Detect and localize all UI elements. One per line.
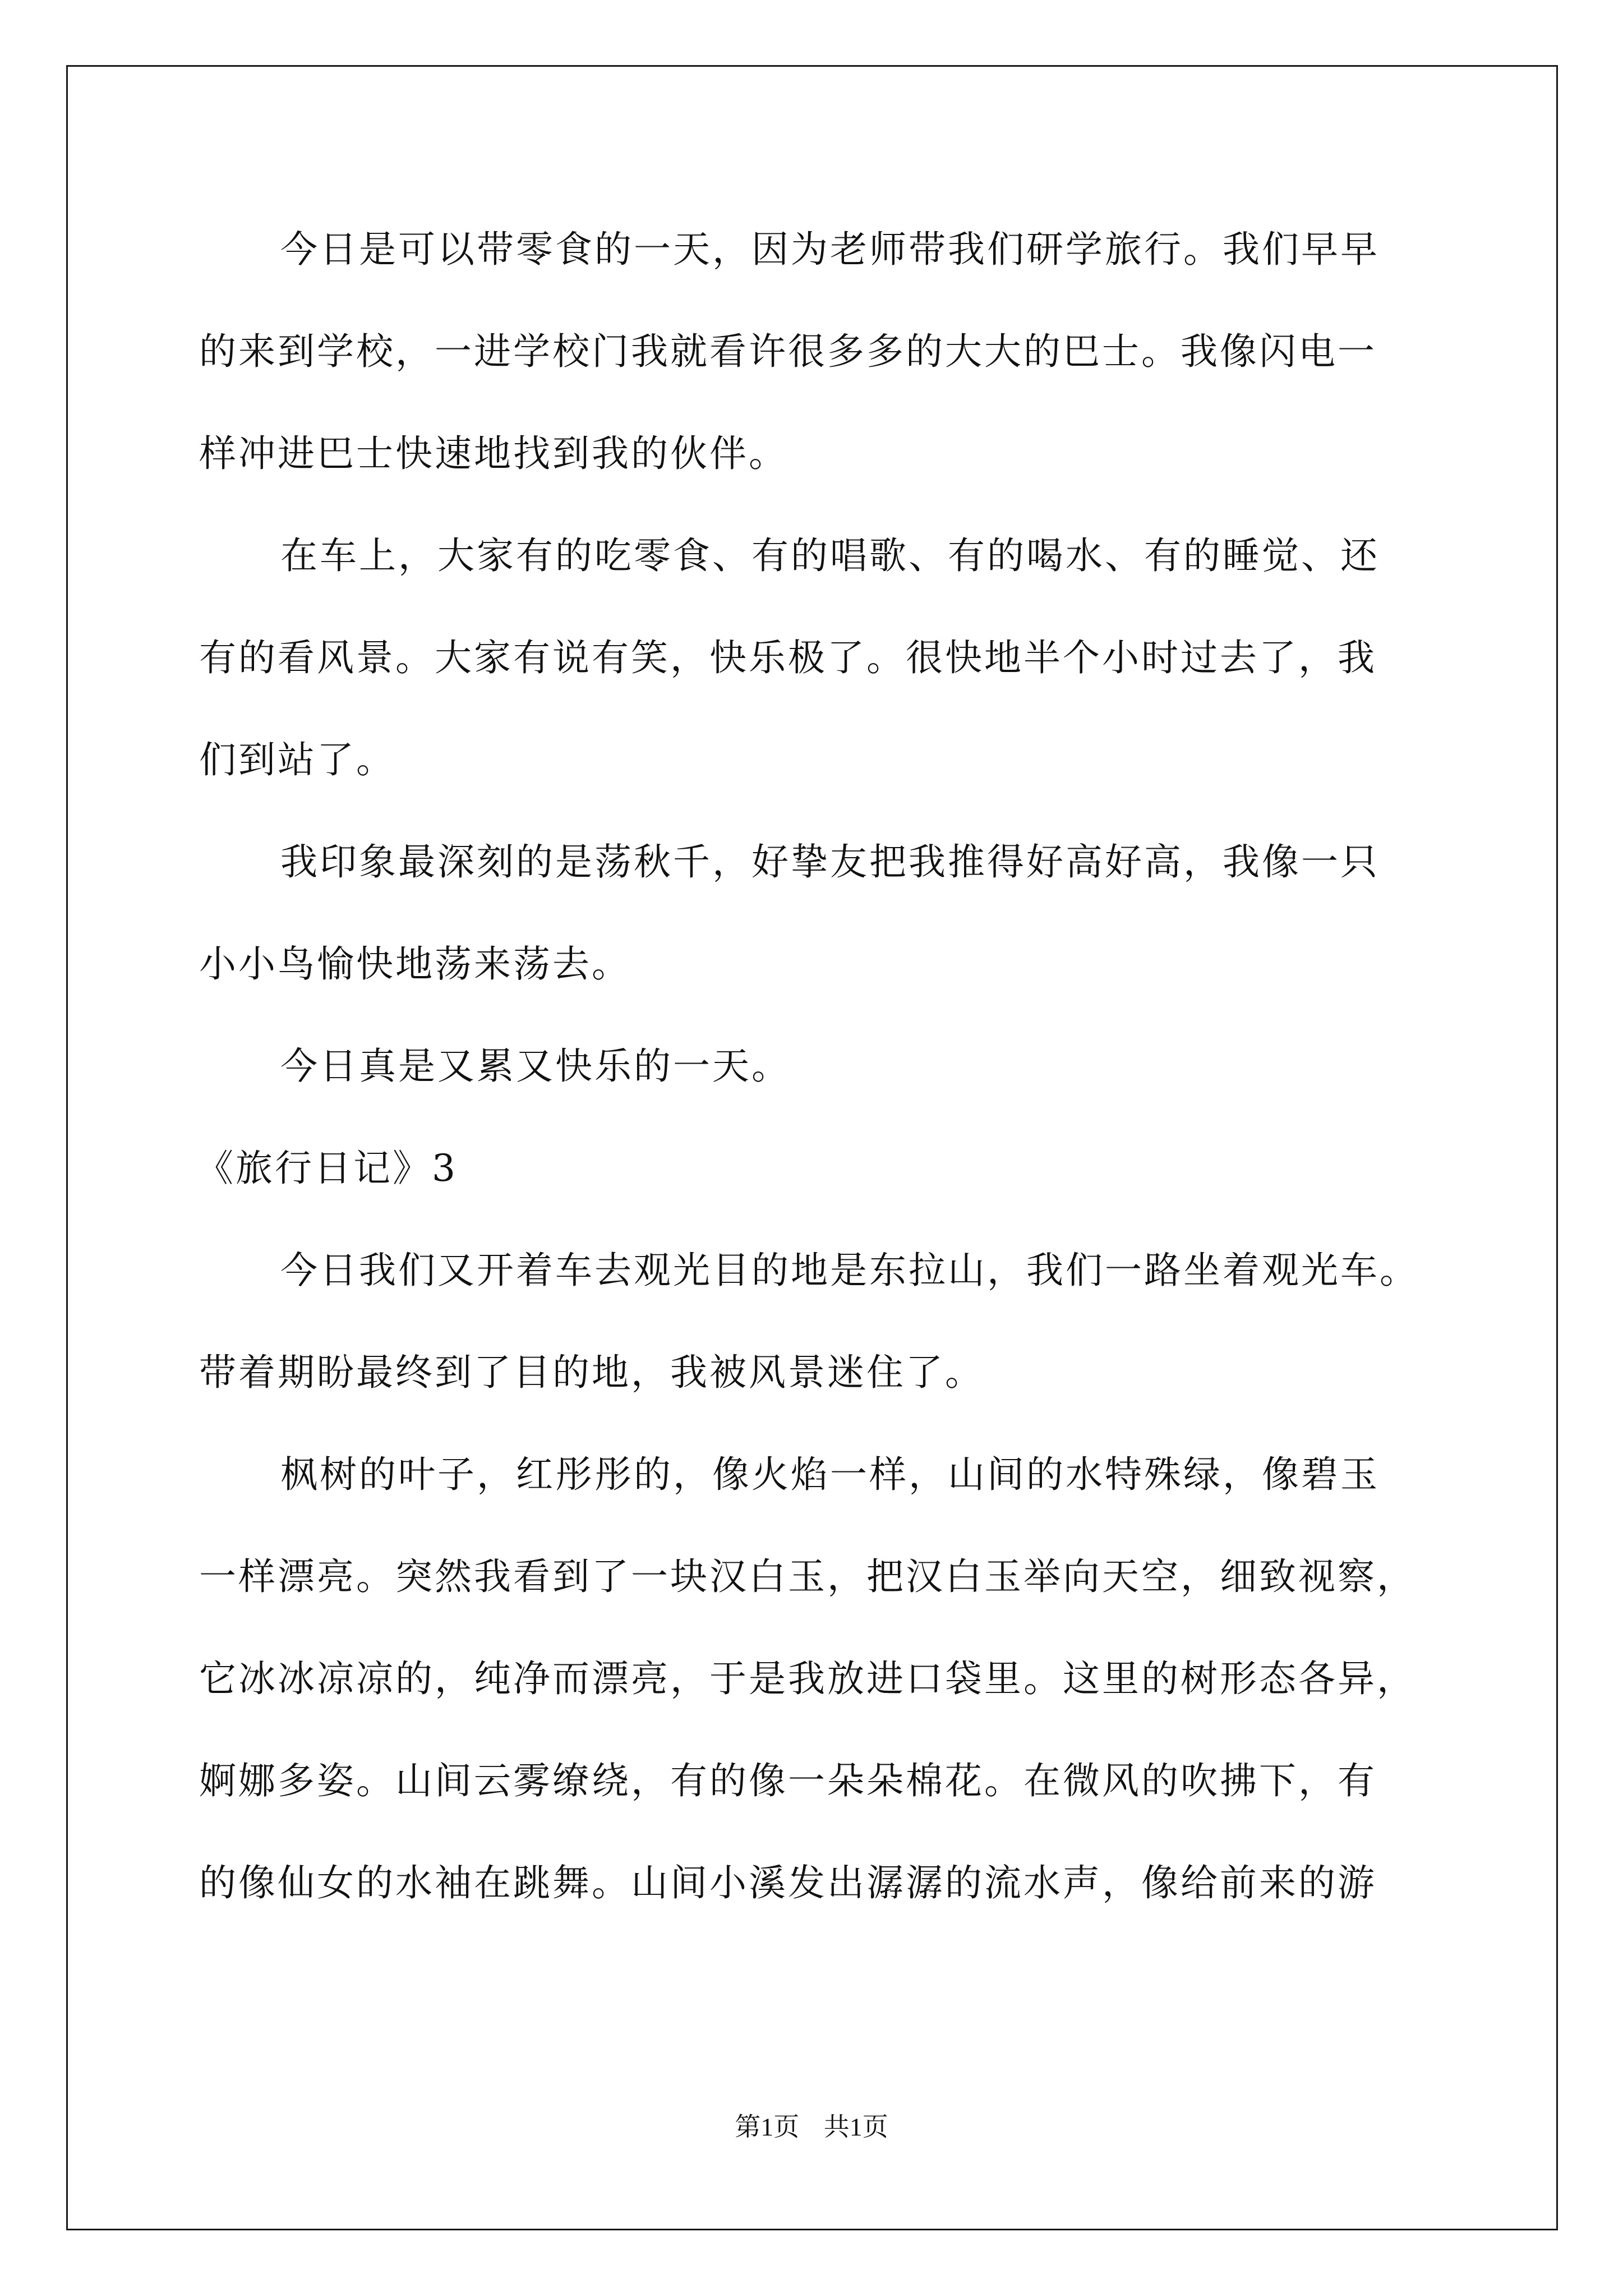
text-line: 今日真是又累又快乐的一天。	[280, 1045, 791, 1088]
text-line: 有的看风景。大家有说有笑，快乐极了。很快地半个小时过去了，我	[199, 636, 1377, 679]
text-line: 一样漂亮。突然我看到了一块汉白玉，把汉白玉举向天空，细致视察，	[199, 1555, 1416, 1598]
section-heading: 《旅行日记》3	[196, 1147, 458, 1190]
text-line: 今日是可以带零食的一天，因为老师带我们研学旅行。我们早早	[280, 228, 1380, 271]
page-footer	[0, 2106, 1623, 2143]
text-line: 小小鸟愉快地荡来荡去。	[199, 942, 631, 986]
text-line: 样冲进巴士快速地找到我的伙伴。	[199, 432, 788, 475]
text-line: 们到站了。	[199, 738, 395, 781]
text-line: 的来到学校，一进学校门我就看许很多多的大大的巴士。我像闪电一	[199, 330, 1377, 373]
page-number: 第1页	[735, 2113, 800, 2141]
total-pages: 共1页	[823, 2113, 888, 2141]
text-line: 它冰冰凉凉的，纯净而漂亮，于是我放进口袋里。这里的树形态各异，	[199, 1657, 1416, 1700]
text-line: 带着期盼最终到了目的地，我被风景迷住了。	[199, 1351, 984, 1394]
text-line: 的像仙女的水袖在跳舞。山间小溪发出潺潺的流水声，像给前来的游	[199, 1861, 1377, 1904]
text-line: 今日我们又开着车去观光目的地是东拉山，我们一路坐着观光车。	[280, 1249, 1419, 1292]
text-line: 在车上，大家有的吃零食、有的唱歌、有的喝水、有的睡觉、还	[280, 534, 1380, 577]
text-line: 婀娜多姿。山间云雾缭绕，有的像一朵朵棉花。在微风的吹拂下，有	[199, 1759, 1377, 1802]
text-line: 我印象最深刻的是荡秋千，好挚友把我推得好高好高，我像一只	[280, 840, 1380, 884]
text-line: 枫树的叶子，红彤彤的，像火焰一样，山间的水特殊绿，像碧玉	[280, 1453, 1380, 1496]
